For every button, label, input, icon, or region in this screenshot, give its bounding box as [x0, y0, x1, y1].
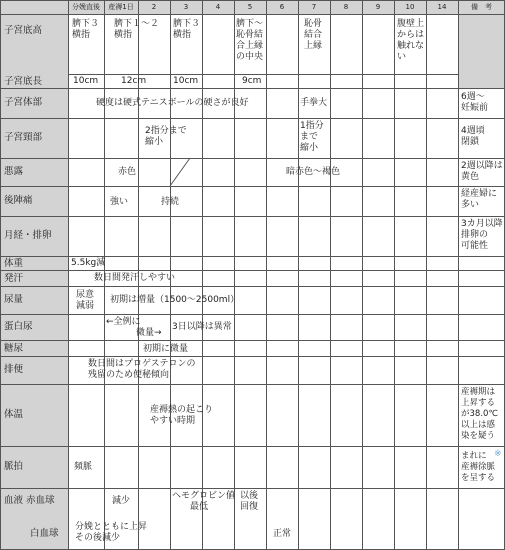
- col-day9: 9: [375, 3, 381, 11]
- col-day3: 3: [183, 3, 189, 11]
- label-urine-volume: 尿量: [4, 294, 24, 305]
- label-blood-rbc: 血液 赤血球: [4, 495, 55, 506]
- defecation-text: 数日間はプロゲステロンの 残留のため便秘傾向: [88, 359, 196, 380]
- wbc-change: 分娩とともに上昇 その後減少: [75, 522, 148, 543]
- protein-trace: ←全例に 微量→: [106, 317, 162, 338]
- hemoglobin-lowest: ヘモグロビン値 最低: [172, 491, 236, 512]
- temperature-text: 産褥熱の起こり やすい時期: [150, 405, 214, 426]
- label-menstruation: 月経・排卵: [4, 230, 52, 241]
- label-defecation: 排便: [4, 364, 24, 375]
- lochia-note: 2週以降は 黄色: [461, 161, 503, 182]
- col-day7: 7: [311, 3, 317, 11]
- label-glycosuria: 糖尿: [4, 343, 24, 354]
- label-blood-wbc: 白血球: [30, 528, 59, 539]
- label-pulse: 脈拍: [4, 461, 24, 472]
- fundus-day10: 腹壁上 からは 触れな い: [397, 19, 425, 62]
- fundus-length-day1: 12cm: [121, 76, 147, 86]
- cervix-day7: 1指分 まで 縮小: [300, 121, 324, 153]
- protein-abnormal: 3日以降は異常: [172, 322, 232, 332]
- afterpains-continuous: 持続: [161, 197, 180, 207]
- fundus-day5: 臍下～ 恥骨結 合上縁 の中央: [236, 19, 264, 62]
- fundus-day1: 臍下１～２ 横指: [114, 19, 160, 40]
- col-day5: 5: [247, 3, 253, 11]
- wbc-normal: 正常: [273, 529, 292, 539]
- glycosuria-text: 初期に微量: [143, 344, 189, 354]
- uterine-day7: 手拳大: [300, 98, 328, 108]
- rbc-decrease: 減少: [112, 496, 131, 506]
- label-fundus-length: 子宮底長: [4, 76, 43, 87]
- afterpains-strong: 強い: [110, 197, 129, 207]
- fundus-day7: 恥骨 結合 上縁: [304, 19, 323, 51]
- pulse-tachycardia: 頻脈: [74, 462, 93, 472]
- cervix-day2: 2指分まで 縮小: [145, 126, 187, 147]
- fundus-length-day3: 10cm: [173, 76, 199, 86]
- weight-loss: 5.5kg減: [71, 258, 106, 268]
- label-temperature: 体温: [4, 409, 24, 420]
- col-day14: 14: [437, 3, 447, 11]
- afterpains-note: 経産婦に 多い: [461, 189, 498, 210]
- cervix-note: 4週頃 閉鎖: [461, 126, 485, 147]
- label-lochia: 悪露: [4, 166, 24, 177]
- label-uterine-body: 子宮体部: [4, 97, 43, 108]
- label-sweating: 発汗: [4, 273, 24, 284]
- col-day1: 産褥1日: [108, 3, 134, 11]
- col-day2: 2: [151, 3, 157, 11]
- uterine-hardness: 硬度は硬式テニスボールの硬さが良好: [96, 98, 249, 108]
- col-notes: 備 考: [471, 3, 492, 11]
- fundus-length-day5: 9cm: [242, 76, 262, 86]
- label-cervix: 子宮頸部: [4, 132, 43, 143]
- col-day0: 分娩直後: [72, 3, 100, 11]
- label-proteinuria: 蛋白尿: [4, 321, 33, 332]
- label-fundus-height: 子宮底高: [4, 25, 43, 36]
- fundus-day0: 臍下３ 横指: [72, 19, 100, 40]
- fundus-length-day0: 10cm: [73, 76, 99, 86]
- fundus-day3: 臍下３ 横指: [173, 19, 201, 40]
- urine-day0: 尿意 減弱: [76, 290, 95, 311]
- col-day10: 10: [405, 3, 415, 11]
- pulse-note: まれに 産褥徐脈 を呈する: [461, 451, 496, 483]
- menstruation-note: 3カ月以降 排卵の 可能性: [461, 219, 503, 251]
- label-afterpains: 後陣痛: [4, 195, 33, 206]
- uterine-note: 6週～ 妊娠前: [461, 92, 489, 113]
- col-day4: 4: [215, 3, 221, 11]
- col-day8: 8: [343, 3, 349, 11]
- lochia-red: 赤色: [118, 167, 137, 177]
- col-day6: 6: [279, 3, 285, 11]
- note-mark: ※: [494, 449, 502, 459]
- sweating-text: 数日間発汗しやすい: [94, 273, 176, 283]
- urine-volume-text: 初期は増量（1500～2500ml）: [110, 295, 240, 305]
- label-weight: 体重: [4, 258, 24, 269]
- rbc-recovery: 以後 回復: [240, 491, 259, 512]
- lochia-dark: 暗赤色～褐色: [286, 167, 341, 177]
- temperature-note: 産褥期は 上昇する が38.0℃ 以上は感 染を疑う: [461, 387, 498, 441]
